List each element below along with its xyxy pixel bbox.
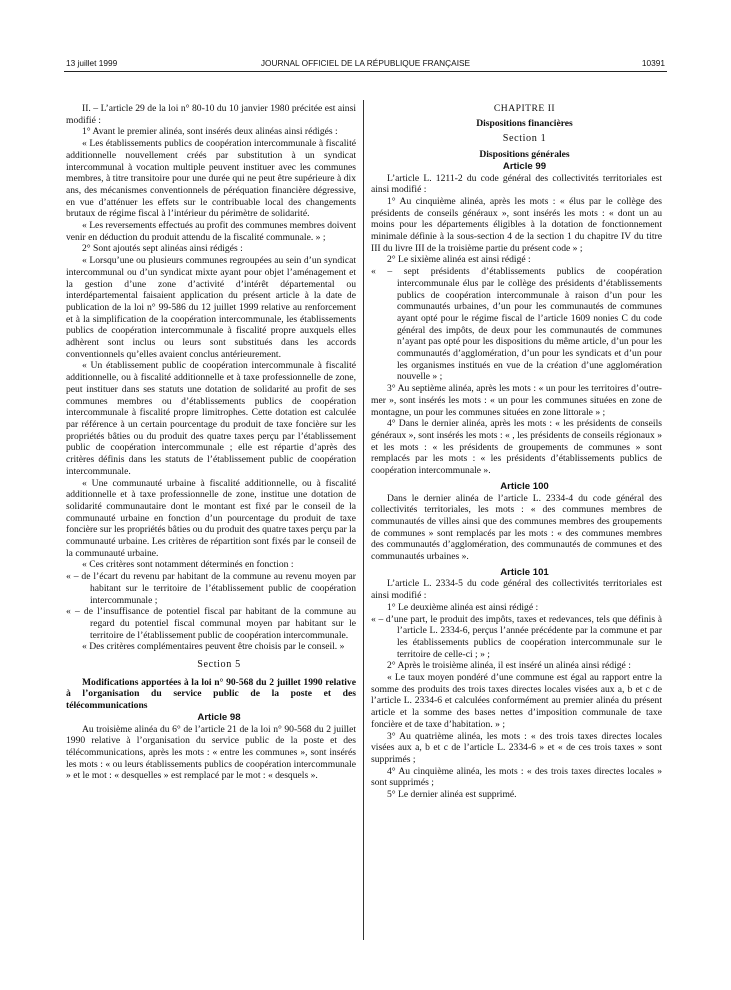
paragraph: 5° Le dernier alinéa est supprimé. (387, 789, 517, 801)
chapter-title: Dispositions financières (476, 117, 573, 129)
dash-item: « – de l’insuffisance de potentiel fiscal par habitant de la commune au regard du potentiel fiscal communal moyen par habitant sur le territoire de l’établissement public de coopération intercommunale. (66, 606, 356, 641)
paragraph: 3° Au septième alinéa, après les mots : « un pour les territoires d’outre-mer », sont insérés les mots : « un pour les communes situées en zone de montagne, un pour les communes situées en zone littorale » ; (371, 383, 662, 418)
section-subtitle: Modifications apportées à la loi n° 90-568 du 2 juillet 1990 relative à l’organisation du service public de la poste et des télécommunications (66, 676, 356, 712)
article-heading: Article 100 (500, 480, 549, 492)
dash-item: « – d’une part, le produit des impôts, taxes et redevances, tels que définis à l’article L. 2334-6, perçus l’année précédente par la commune et par les établissements publics de coopération intercommunale sur le territoire de celle-ci ; » ; (371, 613, 662, 660)
paragraph: 4° Au cinquième alinéa, les mots : « des trois taxes directes locales » sont supprimés ; (371, 765, 662, 789)
header-rule (64, 71, 667, 72)
page-header (66, 58, 665, 72)
paragraph: « Une communauté urbaine à fiscalité additionnelle, ou à fiscalité additionnelle et à taxe professionnelle de zone, institue une dotation de solidarité communautaire dont le montant est fixé par le conseil de la communauté urbaine en fonction d’un pourcentage du produit de taxe foncière sur les propriétés bâties ou du produit des quatre taxes perçu par la communauté urbaine. Les critères de répartition sont fixés par le conseil de la communauté urbaine. (66, 477, 356, 559)
article-heading: Article 99 (502, 160, 547, 172)
paragraph: L’article L. 1211-2 du code général des collectivités territoriales est ainsi modifié : (371, 172, 662, 196)
left-column (66, 103, 356, 782)
article-heading: Article 98 (197, 711, 241, 723)
chapter-heading: CHAPITRE II (493, 103, 556, 114)
paragraph: « Des critères complémentaires peuvent être choisis par le conseil. » (82, 641, 345, 653)
paragraph: L’article L. 2334-5 du code général des collectivités territoriales est ainsi modifié : (371, 578, 662, 602)
paragraph: 1° Au cinquième alinéa, après les mots : « élus par le collège des présidents de conseils généraux », sont insérés les mots : « dont un au moins pour les départements éligibles à la dotation de fonctionnement minimale définie à la sous-section 4 de la section 1 du chapitre IV du titre III du livre III de la troisième partie du présent code » ; (371, 195, 662, 254)
right-column (371, 103, 662, 801)
header-page-number: 10391 (641, 58, 665, 68)
section-heading: Section 5 (197, 659, 241, 671)
dash-item: « – sept présidents d’établissements publics de coopération intercommunale élus par le collège des présidents d’établissements publics de coopération intercommunale à raison d’un pour les communautés urbaines, d’un pour les communautés de communes ayant opté pour le régime fiscal de l’article 1609 nonies C du code général des impôts, de deux pour les communautés de communes n’ayant pas opté pour les dispositions du même article, d’un pour les communautés d’agglomération, d’un pour les syndicats et d’un pour les organismes institués en vue de la création d’une agglomération nouvelle » ; (371, 266, 662, 383)
paragraph: « Les reversements effectués au profit des communes membres doivent venir en déduction du produit attendu de la fiscalité communale. » ; (66, 220, 356, 243)
paragraph: 1° Avant le premier alinéa, sont insérés deux alinéas ainsi rédigés : (82, 126, 338, 138)
section-heading: Section 1 (502, 133, 547, 145)
header-date: 13 juillet 1999 (66, 58, 118, 68)
paragraph: « Lorsqu’une ou plusieurs communes regroupées au sein d’un syndicat intercommunal ou d’un syndicat mixte ayant pour objet l’aménagement et la gestion d’une zone d’activité d’intérêt départemental ou interdépartemental faisaient application du présent article à la date de publication de la loi n° 99-586 du 12 juillet 1999 relative au renforcement et à la simplification de la coopération intercommunale, les établissements publics de coopération intercommunale à fiscalité propre auxquels elles adhèrent sont inclus ou leurs sont substitués dans les accords conventionnels qu’elles avaient conclus antérieurement. (66, 255, 356, 360)
column-separator (363, 100, 364, 940)
paragraph: Dans le dernier alinéa de l’article L. 2334-4 du code général des collectivités territoriales, les mots : « des communes membres de communautés de villes ainsi que des communes membres des groupements de communes » sont remplacés par les mots : « des communes membres des communautés d’agglomération, des communautés de communes et des communautés urbaines ». (371, 492, 662, 563)
paragraph: 2° Sont ajoutés sept alinéas ainsi rédigés : (82, 243, 243, 255)
paragraph: « Un établissement public de coopération intercommunale à fiscalité additionnelle, ou à fiscalité additionnelle et à taxe professionnelle de zone, peut instituer dans ses statuts une dotation de solidarité au profit de ses communes membres ou d’établissements publics de coopération intercommunale à fiscalité propre limitrophes. Cette dotation est calculée par référence à un certain pourcentage du produit de taxe foncière sur les propriétés bâties ou du produit des quatre taxes perçu par l’établissement public de coopération intercommunale ; elle est répartie d’après des critères définis dans les statuts de l’établissement public de coopération intercommunale. (66, 360, 356, 477)
header-journal-title: JOURNAL OFFICIEL DE LA RÉPUBLIQUE FRANÇAISE (260, 58, 471, 68)
paragraph: 2° Le sixième alinéa est ainsi rédigé : (387, 254, 531, 266)
section-title: Dispositions générales (479, 149, 570, 161)
paragraph: « Les établissements publics de coopération intercommunale à fiscalité additionnelle nouvellement créés par substitution à un syndicat intercommunal à vocation multiple peuvent instituer avec les communes membres, à titre transitoire pour une durée qui ne peut être supérieure à dix ans, des mécanismes conventionnels de péréquation financière dégressive, en vue d’atténuer les effets sur le contribuable local des changements brutaux de régime fiscal à l’intérieur du périmètre de solidarité. (66, 138, 356, 220)
paragraph: 4° Dans le dernier alinéa, après les mots : « les présidents de conseils généraux », sont insérés les mots : « , les présidents de conseils régionaux » et les mots : « les présidents de groupements de communes » sont remplacés par les mots : « les présidents d’établissements publics de coopération intercommunale ». (371, 418, 662, 477)
paragraph: Au troisième alinéa du 6° de l’article 21 de la loi n° 90-568 du 2 juillet 1990 relative à l’organisation du service public de la poste et des télécommunications, après les mots : « entre les communes », sont insérés les mots : « ou leurs établissements publics de coopération intercommunale » et le mot : « desquelles » est remplacé par le mot : « desquels ». (66, 723, 356, 782)
paragraph: 1° Le deuxième alinéa est ainsi rédigé : (387, 601, 539, 613)
paragraph: 3° Au quatrième alinéa, les mots : « des trois taxes directes locales visées aux a, b et c de l’article L. 2334-6 » et « de ces trois taxes » sont supprimés ; (371, 730, 662, 765)
article-heading: Article 101 (500, 566, 549, 578)
paragraph: « Ces critères sont notamment déterminés en fonction : (82, 559, 294, 571)
paragraph: 2° Après le troisième alinéa, il est inséré un alinéa ainsi rédigé : (387, 660, 631, 672)
paragraph: II. – L’article 29 de la loi n° 80-10 du 10 janvier 1980 précitée est ainsi modifié : (66, 103, 356, 126)
paragraph: « Le taux moyen pondéré d’une commune est égal au rapport entre la somme des produits des trois taxes directes locales visées aux a, b et c de l’article L. 2334-6 et calculées conformément au premier alinéa du présent article et la somme des bases nettes d’imposition communale de taxe foncière et de taxe d’habitation. » ; (371, 672, 662, 730)
dash-item: « – de l’écart du revenu par habitant de la commune au revenu moyen par habitant sur le territoire de l’établissement public de coopération intercommunale ; (66, 571, 356, 606)
